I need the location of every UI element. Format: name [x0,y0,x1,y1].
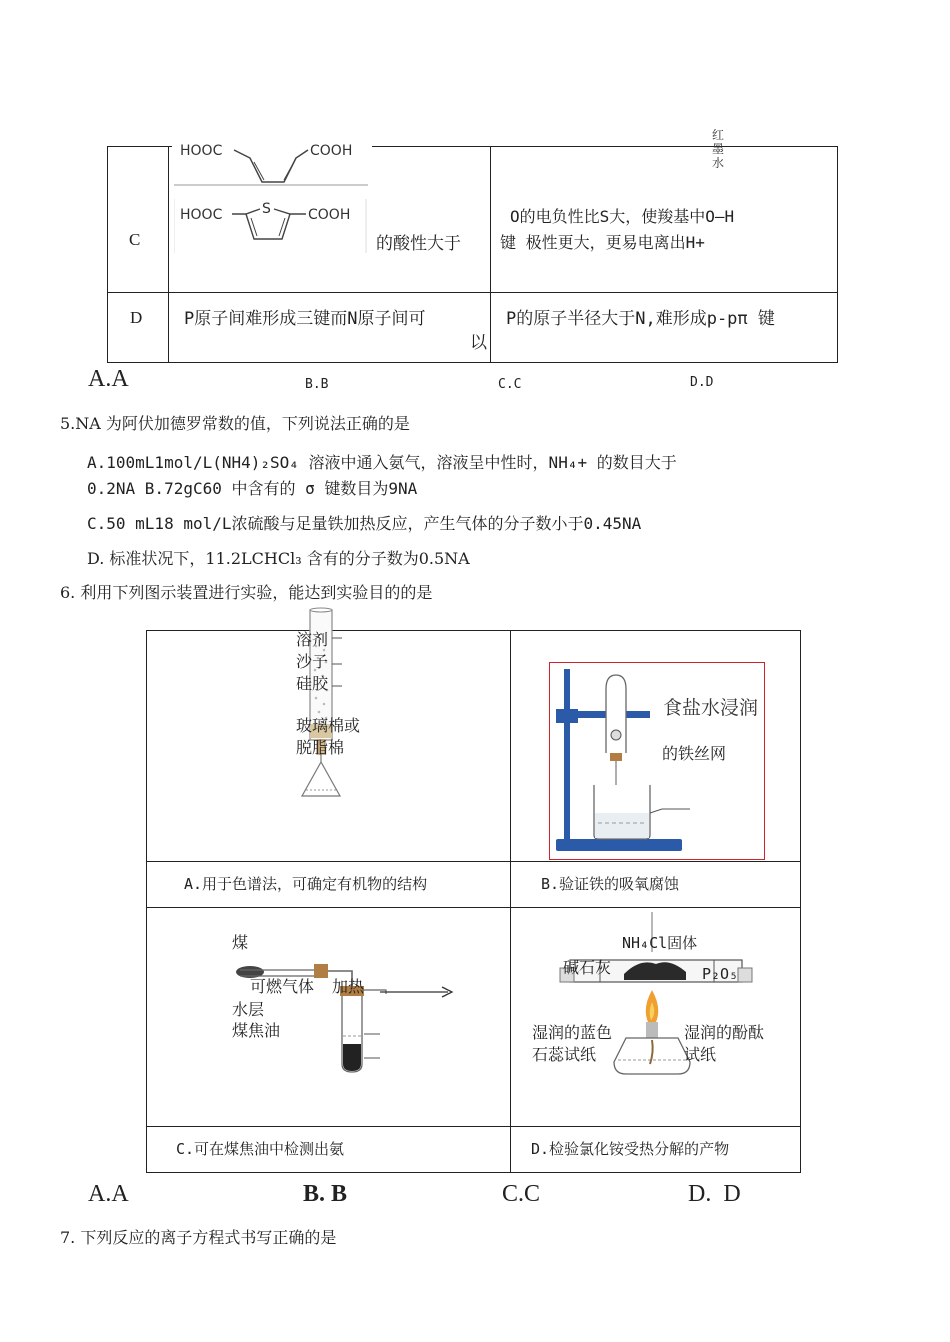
mol-fragment-cooh: COOH [310,143,353,159]
cell-b-label-line2: 的铁丝网 [662,744,727,763]
table-bottom-border [107,362,838,363]
row-c-label: C [129,230,141,249]
cell-c-label-water: 水层 [232,1000,265,1019]
q6-grid-h2 [146,907,801,908]
cell-d-label-sodalime: 碱石灰 [563,958,612,977]
q6-grid-top [146,630,801,631]
cell-d-label-phenolphthalein-1: 湿润的酚酞 [684,1023,765,1042]
thiophene-fragment-image [172,140,372,192]
q6-option-d[interactable]: D. D [688,1181,741,1207]
cell-c-label-coal: 煤 [232,933,249,952]
cell-d-label-blue-litmus-2: 石蕊试纸 [532,1045,597,1064]
coal-distillation-image [230,940,460,1080]
cell-d-label-blue-litmus-1: 湿润的蓝色 [532,1023,613,1042]
q5-option-c[interactable]: C.50 mL18 mol/L浓硫酸与足量铁加热反应，产生气体的分子数小于0.45NA [87,514,642,533]
row-c-statement: 的酸性大于 [376,234,461,254]
q6-grid-bottom [146,1172,801,1173]
cell-a-label-silica: 硅胶 [296,674,329,693]
q6-option-c[interactable]: C.C [502,1181,541,1207]
row-d-statement-line1: P原子间难形成三键而N原子间可 [184,309,426,329]
cell-b-label-line1: 食盐水浸润 [663,697,759,719]
mol-hooc: HOOC [180,207,223,223]
table-col-divider-2 [490,146,491,363]
q5-option-a-line2[interactable]: 0.2NA B.72gC60 中含有的 σ 键数目为9NA [87,479,418,498]
cell-a-label-cotton: 脱脂棉 [296,738,345,757]
cell-c-label-gas: 可燃气体 [250,977,315,996]
cell-b-caption[interactable]: B.验证铁的吸氧腐蚀 [541,875,680,893]
mol-fragment-hooc: HOOC [180,143,223,159]
row-c-explanation-line2: 键 极性更大，更易电离出H+ [500,233,705,252]
cell-c-label-tar: 煤焦油 [232,1021,281,1040]
cell-d-label-nh4cl: NH₄Cl固体 [622,934,698,952]
cell-a-label-solvent: 溶剂 [296,630,329,649]
table-row-divider [107,292,838,293]
q6-stem: 6. 利用下列图示装置进行实验，能达到实验目的的是 [60,583,433,602]
row-d-statement-line2: 以 [470,333,487,353]
q6-grid-right [800,630,801,1173]
table-right-border [837,146,838,363]
q5-option-d[interactable]: D. 标准状况下，11.2LCHCl₃ 含有的分子数为0.5NA [87,549,470,568]
mol-cooh: COOH [308,207,351,223]
q6-option-a[interactable]: A.A [88,1181,129,1207]
table-left-border [107,146,108,363]
q6-grid-h1 [146,861,801,862]
row-d-explanation: P的原子半径大于N,难形成p-pπ 键 [506,309,775,329]
q4-option-d[interactable]: D.D [690,375,714,390]
q6-option-b[interactable]: B. B [303,1181,348,1207]
q7-stem: 7. 下列反应的离子方程式书写正确的是 [60,1228,337,1247]
cell-d-caption[interactable]: D.检验氯化铵受热分解的产物 [531,1140,730,1158]
row-d-label: D [130,308,143,327]
q5-option-a-line1[interactable]: A.100mL1mol/L(NH4)₂SO₄ 溶液中通入氨气，溶液呈中性时，NH₄+ 的数目大于 [87,453,677,472]
cell-a-caption[interactable]: A.用于色谱法，可确定有机物的结构 [184,875,428,893]
cell-a-label-glasswool: 玻璃棉或 [296,716,361,735]
q4-option-c[interactable]: C.C [498,377,522,392]
cell-c-caption[interactable]: C.可在煤焦油中检测出氨 [176,1140,345,1158]
q4-option-b[interactable]: B.B [305,377,329,392]
cell-c-label-heat: 加热 [332,977,365,996]
top-fragment-text: 红 墨 水 [712,128,725,170]
mol-sulfur: S [262,201,271,217]
q6-grid-left [146,630,147,1173]
q6-grid-h3 [146,1126,801,1127]
thiophene-dicarboxylic-acid-image [174,197,370,255]
q4-option-a[interactable]: A.A [88,366,129,392]
cell-d-label-phenolphthalein-2: 试纸 [684,1045,717,1064]
q5-stem: 5.NA 为阿伏加德罗常数的值，下列说法正确的是 [60,414,410,433]
cell-a-label-sand: 沙子 [296,652,329,671]
cell-d-label-p2o5: P₂O₅ [702,965,739,983]
table-col-divider-1 [168,146,169,363]
q6-grid-mid [510,630,511,1173]
row-c-explanation-line1: O的电负性比S大，使羧基中O—H [510,207,735,226]
